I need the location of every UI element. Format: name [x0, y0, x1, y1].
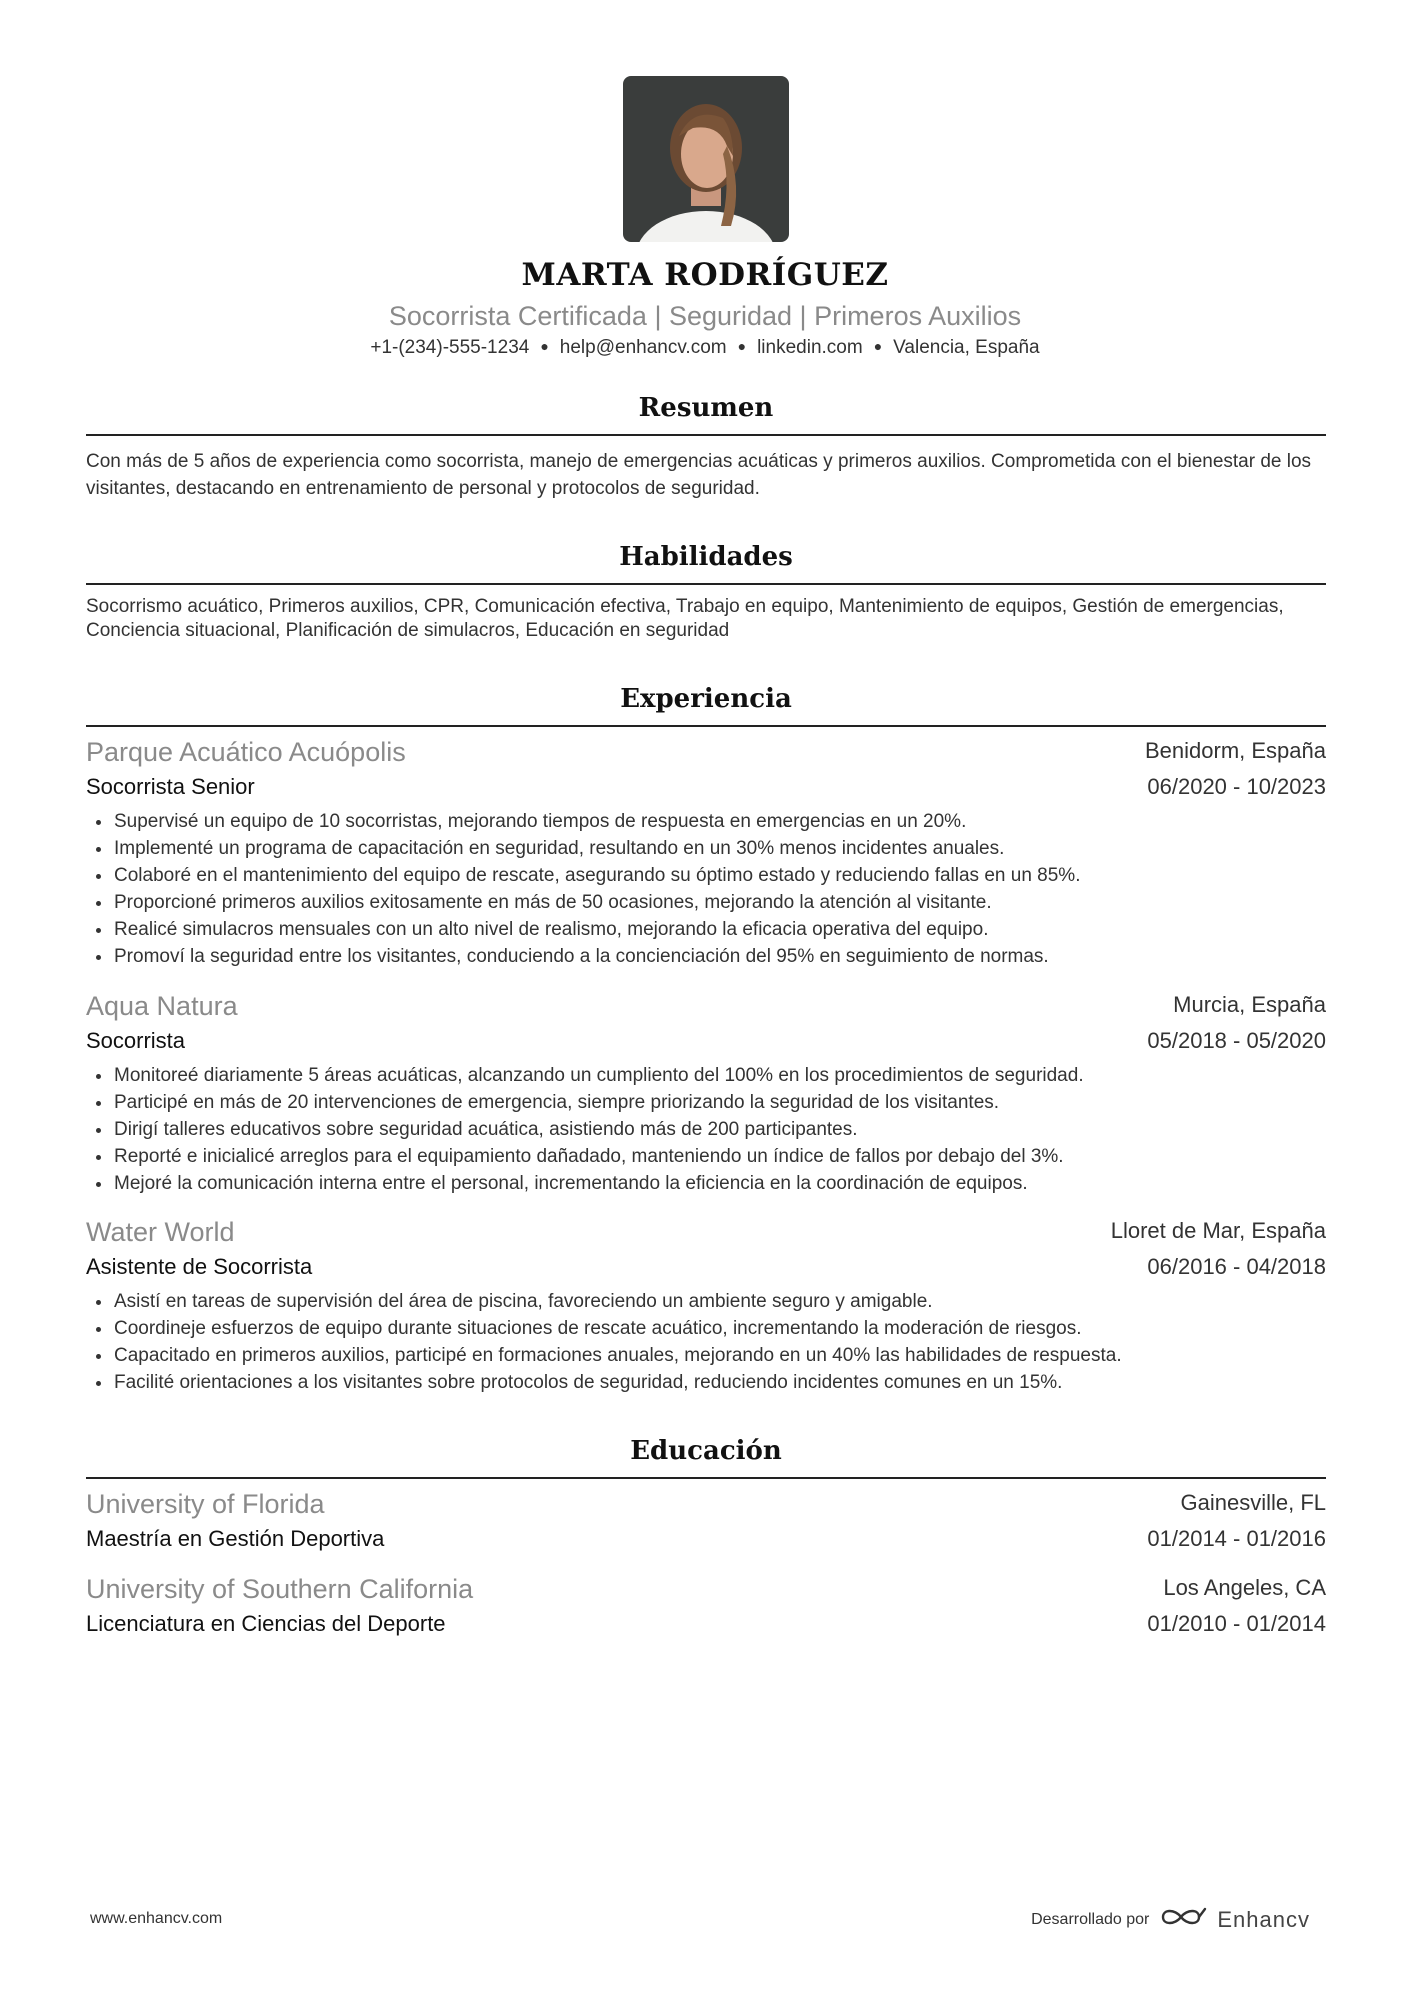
- edu-degree: Maestría en Gestión Deportiva: [86, 1526, 385, 1551]
- separator-dot: ●: [540, 338, 549, 354]
- email-link[interactable]: help@enhancv.com: [559, 337, 727, 358]
- job-location: Murcia, España: [1173, 992, 1326, 1017]
- section-divider: [86, 434, 1326, 436]
- list-item: Colaboré en el mantenimiento del equipo de rescate, asegurando su óptimo estado y reduciendo fallas en un 85%.: [86, 862, 1326, 889]
- job-location: Lloret de Mar, España: [1110, 1218, 1326, 1243]
- enhancv-logo-icon: [1159, 1905, 1207, 1934]
- edu-degree: Licenciatura en Ciencias del Deporte: [86, 1611, 446, 1636]
- job-company: Water World: [86, 1217, 235, 1247]
- edu-dates: 01/2014 - 01/2016: [1147, 1526, 1326, 1551]
- list-item: Implementé un programa de capacitación en seguridad, resultando en un 30% menos incidentes anuales.: [86, 835, 1326, 862]
- job-dates: 06/2016 - 04/2018: [1147, 1254, 1326, 1279]
- job-company: Aqua Natura: [86, 991, 238, 1021]
- phone-text: +1-(234)-555-1234: [370, 337, 530, 358]
- list-item: Proporcioné primeros auxilios exitosamente en más de 50 ocasiones, mejorando la atención al visitante.: [86, 889, 1326, 916]
- powered-by-label: Desarrollado por: [1031, 1910, 1150, 1928]
- footer-website-link[interactable]: www.enhancv.com: [90, 1910, 223, 1927]
- list-item: Asistí en tareas de supervisión del área de piscina, favoreciendo un ambiente seguro y amigable.: [86, 1288, 1326, 1315]
- job-role: Socorrista Senior: [86, 774, 255, 799]
- job-dates: 05/2018 - 05/2020: [1147, 1028, 1326, 1053]
- powered-by: [1031, 1905, 1310, 1934]
- candidate-name: MARTA RODRÍGUEZ: [521, 257, 889, 293]
- edu-school: University of Southern California: [86, 1574, 474, 1604]
- job-location: Benidorm, España: [1145, 738, 1326, 763]
- contact-line: [0, 337, 1410, 359]
- linkedin-link[interactable]: linkedin.com: [757, 337, 863, 358]
- edu-location: Los Angeles, CA: [1163, 1575, 1326, 1600]
- summary-text: Con más de 5 años de experiencia como socorrista, manejo de emergencias acuáticas y primeros auxilios. Comprometida con el bienestar de los visitantes, destacando en entrenamiento de personal y protocolos de seguridad.: [86, 451, 1312, 499]
- profile-photo: [623, 76, 789, 242]
- list-item: Promoví la seguridad entre los visitantes, conduciendo a la concienciación del 95% en seguimiento de normas.: [86, 943, 1326, 970]
- list-item: Mejoré la comunicación interna entre el personal, incrementando la eficiencia en la coordinación de equipos.: [86, 1170, 1326, 1197]
- job-bullets: [86, 1288, 1326, 1396]
- section-title-experience: Experiencia: [620, 684, 792, 714]
- edu-location: Gainesville, FL: [1180, 1490, 1326, 1515]
- separator-dot: ●: [873, 338, 883, 354]
- list-item: Reporté e inicialicé arreglos para el equipamiento dañadado, manteniendo un índice de fallos por debajo del 3%.: [86, 1143, 1326, 1170]
- edu-dates: 01/2010 - 01/2014: [1147, 1611, 1326, 1636]
- section-title-summary: Resumen: [638, 393, 774, 423]
- job-dates: 06/2020 - 10/2023: [1147, 774, 1326, 799]
- edu-school: University of Florida: [86, 1489, 325, 1519]
- list-item: Supervisé un equipo de 10 socorristas, mejorando tiempos de respuesta en emergencias en un 20%.: [86, 808, 1326, 835]
- section-divider: [86, 583, 1326, 585]
- list-item: Realicé simulacros mensuales con un alto nivel de realismo, mejorando la eficacia operativa del equipo.: [86, 916, 1326, 943]
- brand-name: Enhancv: [1217, 1906, 1310, 1932]
- job-company: Parque Acuático Acuópolis: [86, 737, 406, 767]
- location-text: Valencia, España: [893, 337, 1040, 358]
- separator-dot: ●: [737, 338, 747, 354]
- section-divider: [86, 1477, 1326, 1479]
- list-item: Capacitado en primeros auxilios, participé en formaciones anuales, mejorando en un 40% las habilidades de respuesta.: [86, 1342, 1326, 1369]
- job-role: Socorrista: [86, 1028, 186, 1053]
- skills-text: Socorrismo acuático, Primeros auxilios, CPR, Comunicación efectiva, Trabajo en equipo, Mantenimiento de equipos, Gestión de emergencias, Conciencia situacional, Planificación de simulacros, Educación en seguridad: [86, 596, 1284, 641]
- list-item: Monitoreé diariamente 5 áreas acuáticas, alcanzando un cumpliento del 100% en los procedimientos de seguridad.: [86, 1062, 1326, 1089]
- list-item: Coordineje esfuerzos de equipo durante situaciones de rescate acuático, incrementando la moderación de riesgos.: [86, 1315, 1326, 1342]
- list-item: Dirigí talleres educativos sobre seguridad acuática, asistiendo más de 200 participantes.: [86, 1116, 1326, 1143]
- section-title-education: Educación: [630, 1436, 782, 1466]
- job-bullets: [86, 808, 1326, 970]
- job-bullets: [86, 1062, 1326, 1197]
- section-divider: [86, 725, 1326, 727]
- list-item: Participé en más de 20 intervenciones de emergencia, siempre priorizando la seguridad de los visitantes.: [86, 1089, 1326, 1116]
- list-item: Facilité orientaciones a los visitantes sobre protocolos de seguridad, reduciendo incidentes comunes en un 15%.: [86, 1369, 1326, 1396]
- job-role: Asistente de Socorrista: [86, 1254, 313, 1279]
- section-title-skills: Habilidades: [619, 542, 793, 572]
- candidate-headline: Socorrista Certificada | Seguridad | Primeros Auxilios: [388, 301, 1022, 331]
